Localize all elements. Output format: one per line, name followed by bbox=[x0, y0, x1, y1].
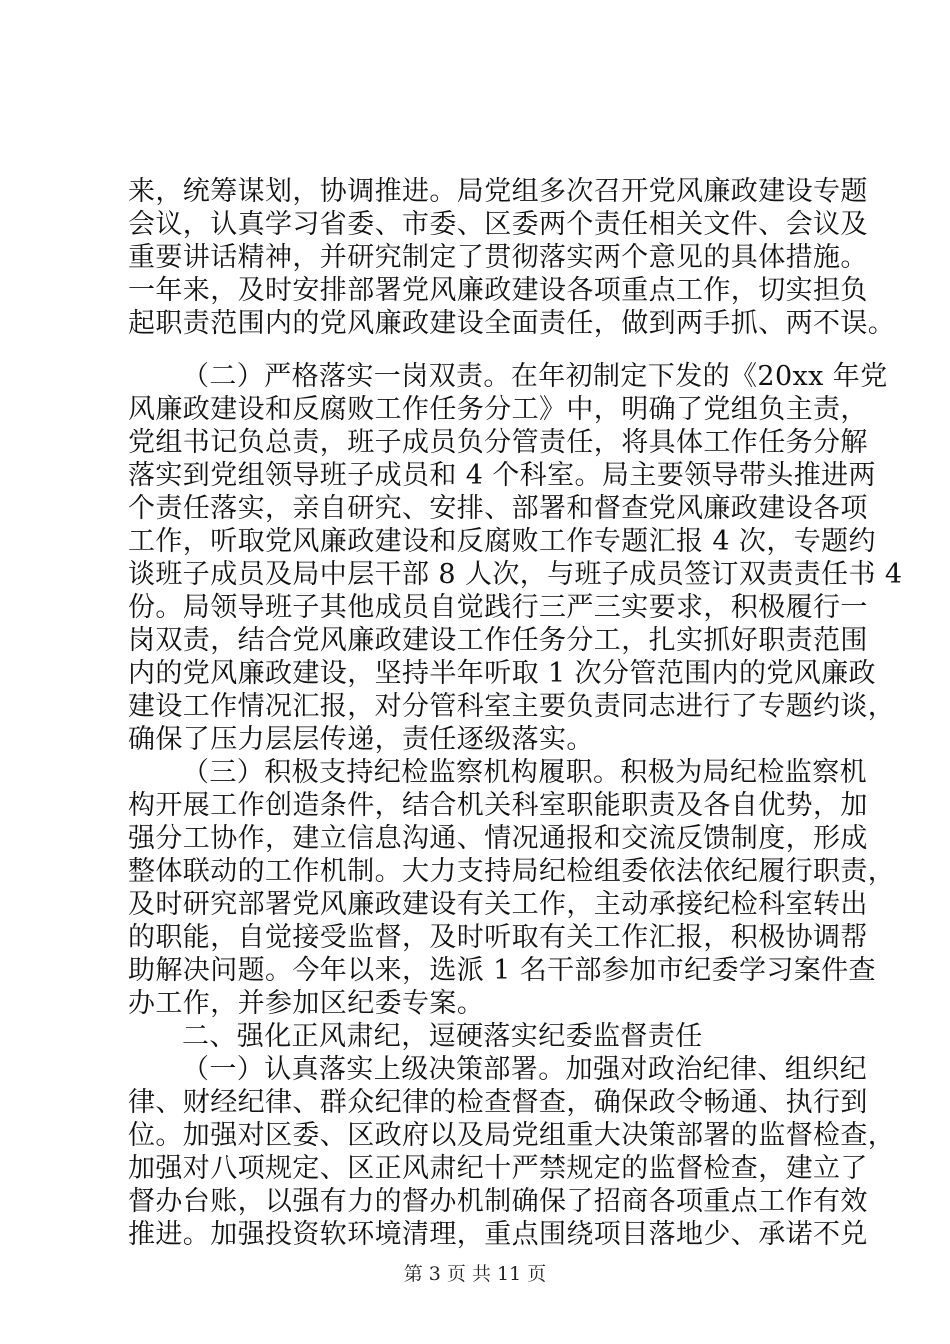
paragraph-line: 及时研究部署党风廉政建设有关工作，主动承接纪检科室转出 bbox=[128, 889, 868, 920]
paragraph-line: 构开展工作创造条件，结合机关科室职能职责及各自优势，加 bbox=[128, 790, 868, 821]
paragraph-line: 个责任落实，亲自研究、安排、部署和督查党风廉政建设各项 bbox=[128, 493, 868, 524]
paragraph-line: 办工作，并参加区纪委专案。 bbox=[128, 988, 485, 1019]
paragraph-line: 落实到党组领导班子成员和 4 个科室。局主要领导带头推进两 bbox=[128, 460, 876, 491]
paragraph-line: （一）认真落实上级决策部署。加强对政治纪律、组织纪 bbox=[182, 1054, 867, 1085]
paragraph-line: 的职能，自觉接受监督，及时听取有关工作汇报，积极协调帮 bbox=[128, 922, 868, 953]
paragraph-line: 一年来，及时安排部署党风廉政建设各项重点工作，切实担负 bbox=[128, 275, 868, 306]
paragraph-line: 来，统筹谋划，协调推进。局党组多次召开党风廉政建设专题 bbox=[128, 176, 868, 207]
paragraph-line: 位。加强对区委、区政府以及局党组重大决策部署的监督检查， bbox=[128, 1120, 896, 1151]
paragraph-line: 建设工作情况汇报，对分管科室主要负责同志进行了专题约谈， bbox=[128, 691, 896, 722]
paragraph-line: 党组书记负总责，班子成员负分管责任，将具体工作任务分解 bbox=[128, 427, 868, 458]
paragraph-line: 律、财经纪律、群众纪律的检查督查，确保政令畅通、执行到 bbox=[128, 1087, 868, 1118]
paragraph-line: 份。局领导班子其他成员自觉践行三严三实要求，积极履行一 bbox=[128, 592, 868, 623]
paragraph-line: 岗双责，结合党风廉政建设工作任务分工，扎实抓好职责范围 bbox=[128, 625, 868, 656]
paragraph-line: 助解决问题。今年以来，选派 1 名干部参加市纪委学习案件查 bbox=[128, 955, 876, 986]
paragraph-line: 风廉政建设和反腐败工作任务分工》中，明确了党组负主责， bbox=[128, 394, 868, 425]
paragraph-line: 整体联动的工作机制。大力支持局纪检组委依法依纪履行职责， bbox=[128, 856, 896, 887]
paragraph-line: 加强对八项规定、区正风肃纪十严禁规定的监督检查，建立了 bbox=[128, 1153, 868, 1184]
paragraph-line: 确保了压力层层传递，责任逐级落实。 bbox=[128, 724, 594, 755]
paragraph-line: 内的党风廉政建设，坚持半年听取 1 次分管范围内的党风廉政 bbox=[128, 658, 876, 689]
paragraph-line: 会议，认真学习省委、市委、区委两个责任相关文件、会议及 bbox=[128, 209, 868, 240]
paragraph-line: 重要讲话精神，并研究制定了贯彻落实两个意见的具体措施。 bbox=[128, 242, 868, 273]
page-number-footer: 第 3 页 共 11 页 bbox=[403, 1263, 547, 1285]
paragraph-line: （二）严格落实一岗双责。在年初制定下发的《20xx 年党 bbox=[182, 361, 888, 392]
paragraph-line: 督办台账，以强有力的督办机制确保了招商各项重点工作有效 bbox=[128, 1186, 868, 1217]
paragraph-line: 谈班子成员及局中层干部 8 人次，与班子成员签订双责责任书 4 bbox=[128, 559, 903, 590]
paragraph-line: （三）积极支持纪检监察机构履职。积极为局纪检监察机 bbox=[182, 757, 867, 788]
paragraph-line: 强分工协作，建立信息沟通、情况通报和交流反馈制度，形成 bbox=[128, 823, 868, 854]
paragraph-line: 起职责范围内的党风廉政建设全面责任，做到两手抓、两不误。 bbox=[128, 308, 896, 339]
paragraph-line: 工作，听取党风廉政建设和反腐败工作专题汇报 4 次，专题约 bbox=[128, 526, 876, 557]
section-heading: 二、强化正风肃纪，逗硬落实纪委监督责任 bbox=[182, 1021, 703, 1052]
paragraph-line: 推进。加强投资软环境清理，重点围绕项目落地少、承诺不兑 bbox=[128, 1219, 868, 1250]
